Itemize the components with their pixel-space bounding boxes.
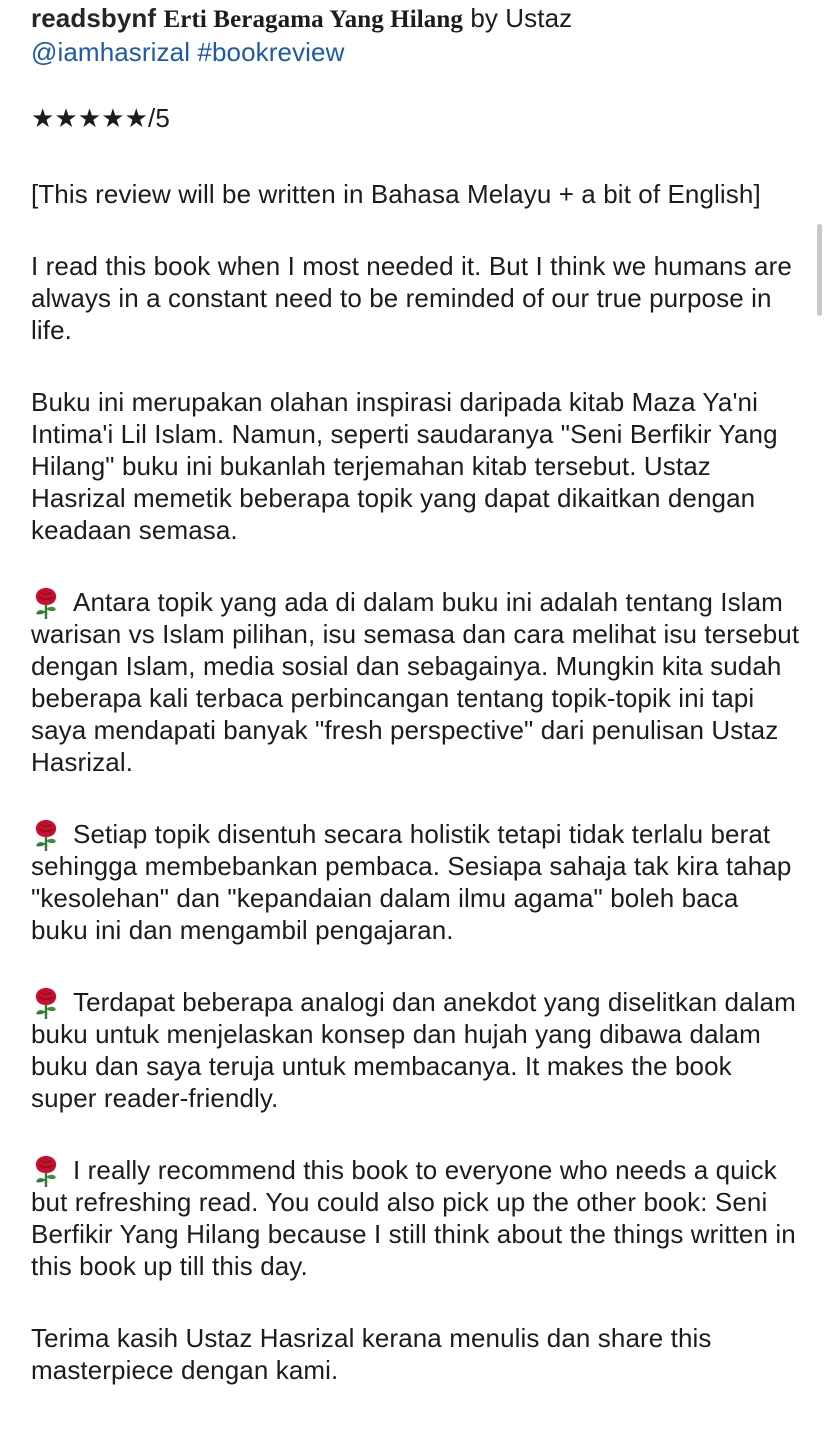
spacer [31, 66, 801, 98]
hashtag-link[interactable]: #bookreview [197, 37, 345, 67]
spacer [31, 210, 801, 250]
review-paragraph-7-text: I really recommend this book to everyone who needs a quick but refreshing read. You could also pick up the other book: Seni Berfikir Yang Hilang because I still think about the things written in this book up till this day. [31, 1155, 796, 1281]
review-paragraph-4-text: Antara topik yang ada di dalam buku ini adalah tentang Islam warisan vs Islam pilihan, isu semasa dan cara melihat isu tersebut dengan Islam, media sosial dan sebagainya. Mungkin kita sudah beberapa kali terbaca perbincangan tentang topik-topik ini tapi saya mendapati banyak "fresh perspective" dari penulisan Ustaz Hasrizal. [31, 587, 800, 777]
post-caption [31, 0, 801, 1386]
book-title: Erti Beragama Yang Hilang [163, 6, 463, 33]
review-paragraph-4 [31, 586, 801, 778]
rose-icon [31, 586, 65, 616]
spacer [31, 778, 801, 818]
review-paragraph-6-text: Terdapat beberapa analogi dan anekdot yang diselitkan dalam buku untuk menjelaskan konsep dan hujah yang dibawa dalam buku dan saya teruja untuk membacanya. It makes the book super reader-friendly. [31, 987, 796, 1113]
rose-icon [31, 1154, 65, 1184]
caption-tags [31, 36, 801, 68]
review-paragraph-5 [31, 818, 801, 946]
rose-icon [31, 818, 65, 848]
review-paragraph-5-text: Setiap topik disentuh secara holistik tetapi tidak terlalu berat sehingga membebankan pembaca. Sesiapa sahaja tak kira tahap "kesolehan" dan "kepandaian dalam ilmu agama" boleh baca buku ini dan mengambil pengajaran. [31, 819, 792, 945]
review-paragraph-6 [31, 986, 801, 1114]
username-link[interactable]: readsbynf [31, 3, 157, 33]
review-paragraph-2: I read this book when I most needed it. But I think we humans are always in a constant need to be reminded of our true purpose in life. [31, 251, 792, 345]
spacer [31, 346, 801, 386]
caption-header [31, 2, 801, 36]
mention-link[interactable]: @iamhasrizal [31, 37, 191, 67]
spacer [31, 1282, 801, 1322]
rose-icon [31, 986, 65, 1016]
by-text: by Ustaz [463, 3, 573, 33]
review-paragraph-3: Buku ini merupakan olahan inspirasi daripada kitab Maza Ya'ni Intima'i Lil Islam. Namun, seperti saudaranya "Seni Berfikir Yang Hilang" buku ini bukanlah terjemahan kitab tersebut. Ustaz Hasrizal memetik beberapa topik yang dapat dikaitkan dengan keadaan semasa. [31, 387, 778, 545]
spacer [31, 946, 801, 986]
spacer [31, 1114, 801, 1154]
review-paragraph-8: Terima kasih Ustaz Hasrizal kerana menulis dan share this masterpiece dengan kami. [31, 1323, 712, 1385]
rating-text: ★★★★★/5 [31, 103, 170, 133]
review-paragraph-7 [31, 1154, 801, 1282]
spacer [31, 546, 801, 586]
scrollbar-thumb[interactable] [817, 224, 822, 316]
spacer [31, 134, 801, 178]
review-paragraph-1: [This review will be written in Bahasa Melayu + a bit of English] [31, 179, 761, 209]
